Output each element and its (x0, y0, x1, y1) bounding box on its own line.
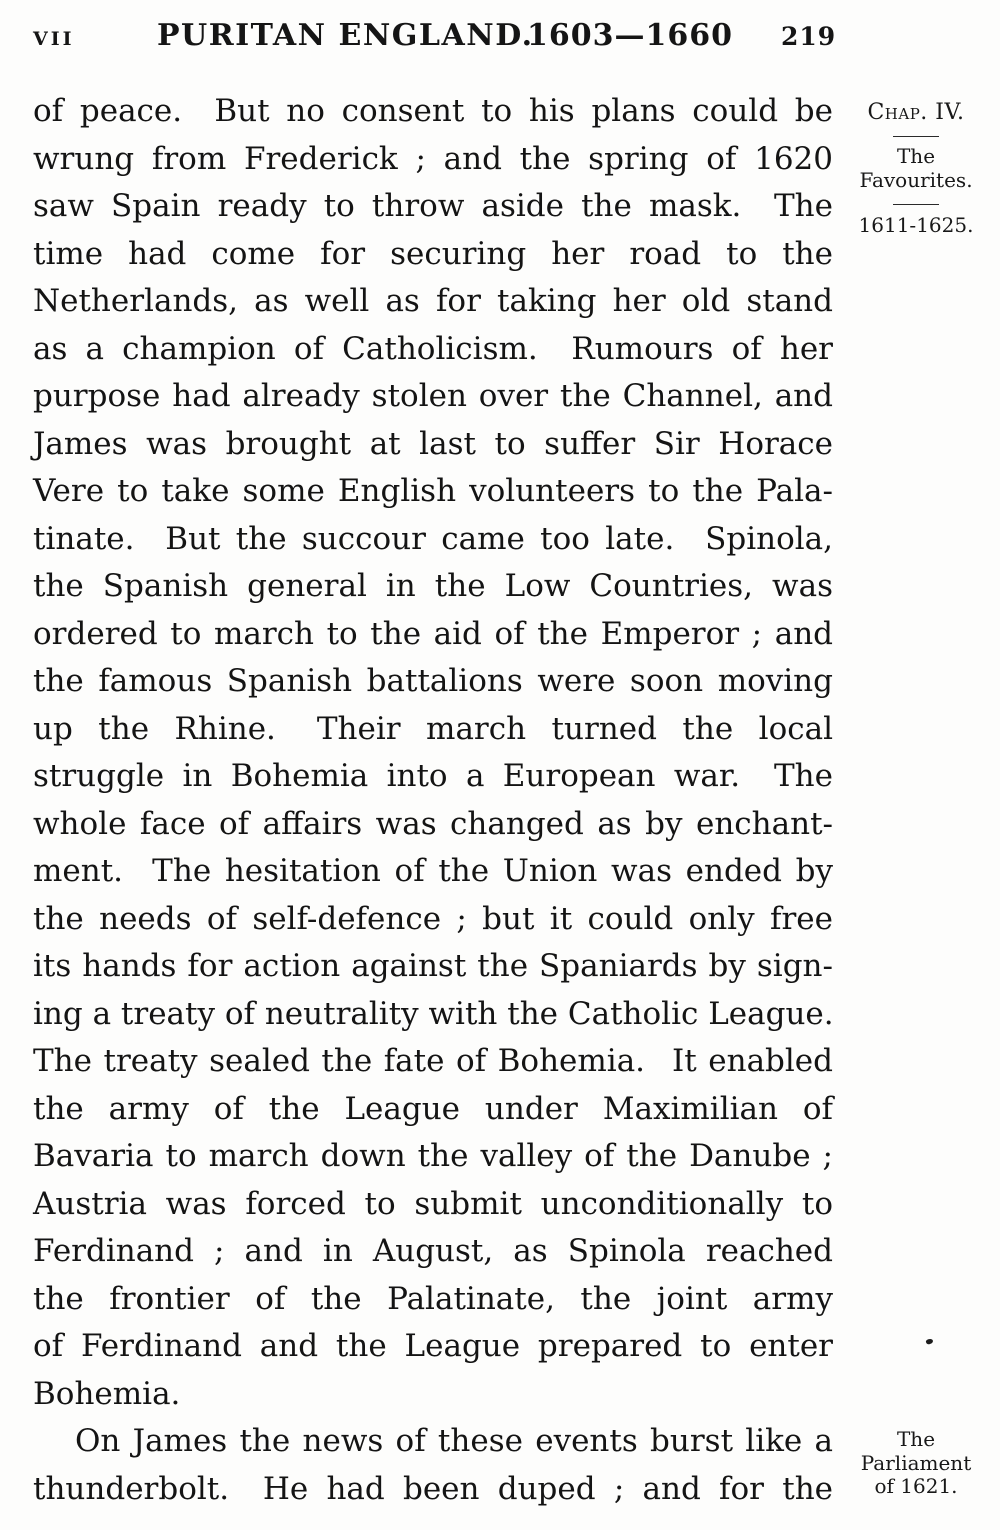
body-line: Austria was forced to submit unconditionally to (33, 1185, 833, 1222)
body-line: Bohemia. (33, 1375, 181, 1412)
body-line: the Spanish general in the Low Countries, was (33, 568, 833, 604)
body-line: of Ferdinand and the League prepared to enter (33, 1328, 833, 1364)
body-line: whole face of affairs was changed as by enchant- (33, 805, 833, 842)
page-title: PURITAN ENGLAND. (157, 18, 534, 53)
chapter-roman-numeral: VII (33, 28, 75, 50)
body-line: the army of the League under Maximilian of (33, 1090, 833, 1127)
body-line: ment. The hesitation of the Union was ended by (33, 853, 833, 889)
body-line: up the Rhine. Their march turned the local (33, 710, 833, 747)
sidenote-parliament (840, 1428, 992, 1499)
body-line: On James the news of these events burst like a (75, 1423, 833, 1459)
body-line: the frontier of the Palatinate, the joint army (33, 1280, 833, 1317)
body-line: wrung from Frederick ; and the spring of 1620 (33, 140, 833, 177)
sidenote-subject-line1: The (896, 144, 936, 168)
body-line: ing a treaty of neutrality with the Catholic League. (33, 995, 834, 1032)
sidenote-subject-line2: Favourites. (859, 167, 973, 192)
sidenote-rule (893, 204, 939, 205)
body-line: Netherlands, as well as for taking her old stand (33, 283, 833, 319)
body-line: the famous Spanish battalions were soon moving (33, 663, 833, 699)
sidenote-rule (893, 136, 939, 137)
sidenote-dates: 1611-1625. (858, 213, 974, 237)
body-line: struggle in Bohemia into a European war. The (33, 758, 833, 794)
body-line: saw Spain ready to throw aside the mask. The (33, 188, 833, 224)
body-text (33, 88, 833, 1513)
sidenote-chapter (840, 100, 992, 238)
body-line: ordered to march to the aid of the Emperor ; and (33, 615, 833, 652)
header-date-range: 1603—1660 (527, 18, 733, 53)
body-line: the needs of self-defence ; but it could only free (33, 900, 833, 937)
page-number: 219 (781, 22, 837, 51)
body-line: The treaty sealed the fate of Bohemia. It enabled (33, 1043, 833, 1079)
sidenote-chapter-label: Chap. IV. (867, 100, 965, 125)
sidenote-parliament-line3: of 1621. (874, 1474, 958, 1498)
ink-speck (925, 1338, 933, 1345)
body-line: thunderbolt. He had been duped ; and for the (33, 1470, 833, 1507)
body-line: tinate. But the succour came too late. Spinola, (33, 520, 833, 557)
sidenote-parliament-line1: The (896, 1427, 936, 1451)
body-line: Vere to take some English volunteers to the Pala- (33, 473, 833, 509)
body-line: its hands for action against the Spaniards by sign- (33, 948, 833, 984)
body-line: of peace. But no consent to his plans could be (33, 93, 833, 129)
body-line: James was brought at last to suffer Sir Horace (33, 425, 833, 462)
body-line: as a champion of Catholicism. Rumours of her (33, 330, 833, 367)
body-line: Ferdinand ; and in August, as Spinola reached (33, 1233, 833, 1269)
body-line: time had come for securing her road to the (33, 235, 833, 272)
sidenote-parliament-line2: Parliament (860, 1450, 972, 1475)
body-line: purpose had already stolen over the Channel, and (33, 378, 833, 414)
body-line: Bavaria to march down the valley of the Danube ; (33, 1138, 833, 1174)
